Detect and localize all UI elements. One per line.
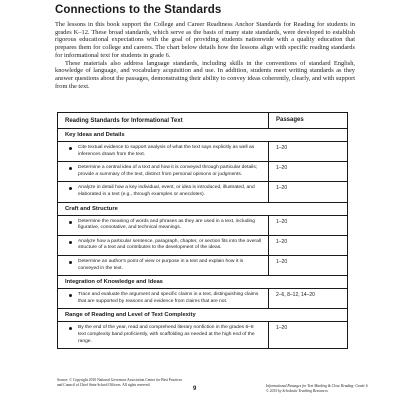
standard-text: Determine a central idea of a text and how it is conveyed through particular details; provide a summary of the text, distinct from personal opinions or judgments. xyxy=(78,165,258,177)
column-header-standards: Reading Standards for Informational Text xyxy=(65,117,183,124)
standard-cell xyxy=(58,142,268,161)
passages-cell: 1–20 xyxy=(268,256,347,275)
bullet-icon xyxy=(69,221,72,224)
table-row xyxy=(58,256,347,276)
standard-text: Determine an author's point of view or purpose in a text and explain how it is conveyed in the text. xyxy=(78,258,244,271)
section-heading: Craft and Structure xyxy=(58,203,347,216)
bullet-icon xyxy=(69,147,72,150)
standard-cell xyxy=(58,322,268,348)
bullet-icon xyxy=(69,261,72,264)
intro-paragraph: These materials also address language standards, including skills in the conventions of standard English, knowledge of language, and vocabulary acquisition and use. In addition, students meet writing standards as they answer questions about the passages, demonstrating their ability to convey ideas coherently, clearly, and with support from the text. xyxy=(55,59,355,90)
passages-cell: 2–6, 8–12, 14–20 xyxy=(268,289,347,308)
standard-cell xyxy=(58,256,268,275)
page-title: Connections to the Standards xyxy=(55,4,222,16)
bullet-icon xyxy=(69,327,72,330)
passages-cell: 1–20 xyxy=(268,236,347,255)
table-body xyxy=(58,129,347,348)
section-heading: Key Ideas and Details xyxy=(58,129,347,142)
table-row xyxy=(58,322,347,348)
book-credit xyxy=(266,384,378,393)
passages-cell: 1–20 xyxy=(268,182,347,201)
source-citation: Source: © Copyright 2010 National Governors Association Center for Best Practices and Council of Chief State School Officers. All rights reserved. xyxy=(57,378,183,387)
intro-text xyxy=(55,21,355,90)
table-row xyxy=(58,216,347,236)
table-row xyxy=(58,236,347,256)
standards-table xyxy=(57,112,348,349)
intro-paragraph: The lessons in this book support the College and Career Readiness Anchor Standards for Reading for students in grades K–12. These broad standards, which serve as the basis of many state standards, were developed to establish rigorous educational expectations with the goal of providing students nationwide with a quality education that prepares them for college and careers. The chart below details how the lessons align with specific reading standards for informational text for students in grade 6. xyxy=(55,21,355,59)
book-title-line: Informational Passages for Text Marking & Close Reading: Grade 6 xyxy=(266,384,368,388)
passages-cell: 1–20 xyxy=(268,322,347,348)
passages-cell: 1–20 xyxy=(268,216,347,235)
table-row xyxy=(58,162,347,182)
section-heading: Range of Reading and Level of Text Complexity xyxy=(58,309,347,322)
passages-cell: 1–20 xyxy=(268,162,347,181)
table-row xyxy=(58,182,347,202)
column-header-passages: Passages xyxy=(268,113,347,128)
bullet-icon xyxy=(69,187,72,190)
standard-text: Determine the meaning of words and phrases as they are used in a text, including figurative, connotative, and technical meanings. xyxy=(78,218,255,231)
table-row xyxy=(58,142,347,162)
section-heading: Integration of Knowledge and Ideas xyxy=(58,276,347,289)
standard-cell xyxy=(58,162,268,181)
standard-cell xyxy=(58,182,268,201)
standard-text: Trace and evaluate the argument and specific claims in a text, distinguishing claims that are supported by reasons and evidence from claims that are not. xyxy=(78,292,259,304)
standard-cell xyxy=(58,216,268,235)
table-row xyxy=(58,289,347,309)
standard-text: By the end of the year, read and comprehend literary nonfiction in the grades 6–8 text complexity band proficiently, with scaffolding as needed at the high end of the range. xyxy=(78,325,255,344)
bullet-icon xyxy=(69,294,72,297)
standard-cell xyxy=(58,236,268,255)
standard-text: Analyze how a particular sentence, paragraph, chapter, or section fits into the overall structure of a text and contributes to the development of the ideas. xyxy=(78,238,261,251)
standard-text: Analyze in detail how a key individual, event, or idea is introduced, illustrated, and elaborated in a text (e.g., through examples or anecdotes). xyxy=(78,185,255,197)
bullet-icon xyxy=(69,241,72,244)
passages-cell: 1–20 xyxy=(268,142,347,161)
standard-text: Cite textual evidence to support analysis of what the text says explicitly as well as inferences drawn from the text. xyxy=(78,145,255,157)
table-header xyxy=(58,113,347,129)
copyright-line: © 2015 by Scholastic Teaching Resources xyxy=(266,388,328,393)
standard-cell xyxy=(58,289,268,308)
bullet-icon xyxy=(69,167,72,170)
page-number: 9 xyxy=(193,386,197,392)
